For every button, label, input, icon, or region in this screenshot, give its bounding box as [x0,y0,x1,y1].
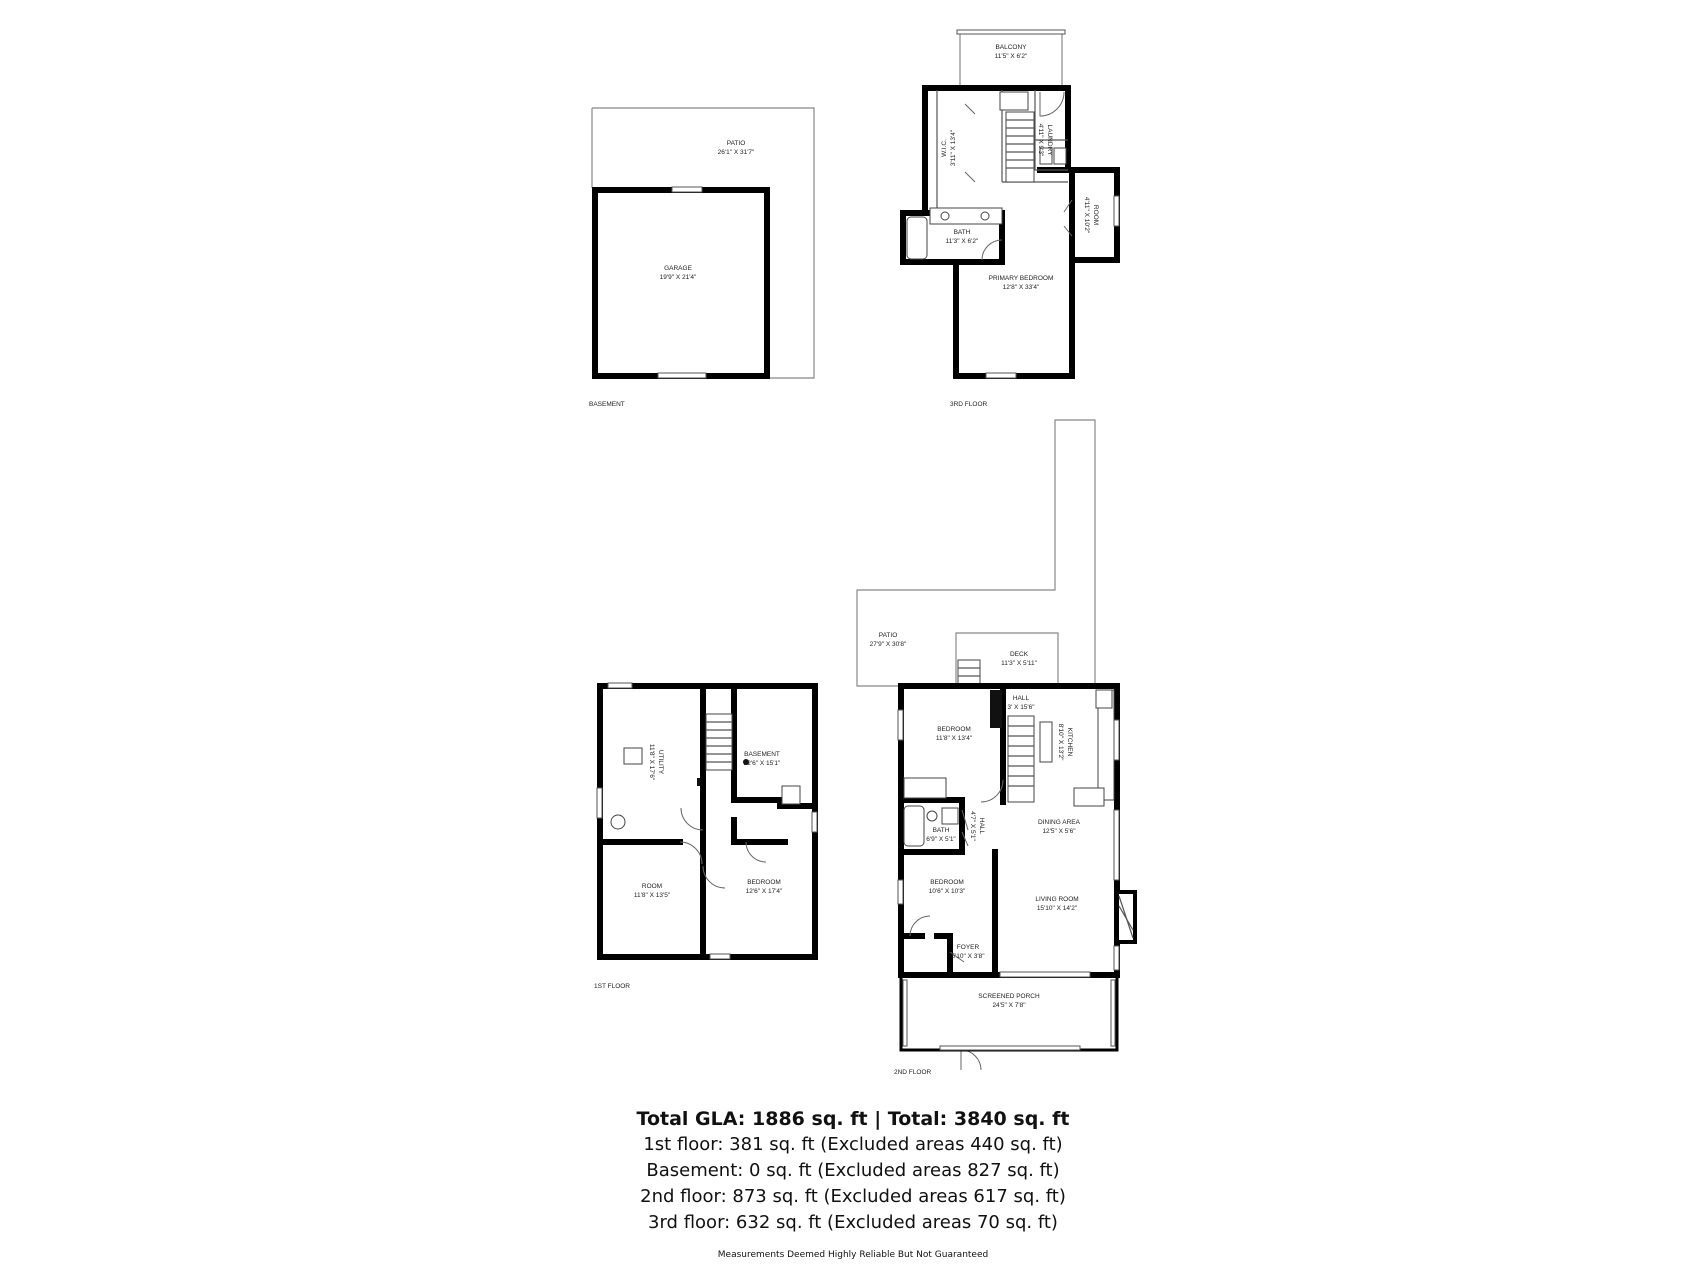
porch-walls [901,975,1117,1050]
third-floor-plan [903,30,1119,408]
window [1114,810,1119,880]
room-dims-balcony: 11'5" X 6'2" [994,53,1028,60]
room-label-3rd [1083,197,1099,234]
room-dims-patio-2nd: 27'9" X 30'8" [869,641,907,648]
room-dims-bath-2nd: 6'9" X 5'1" [926,836,956,843]
patio-outline [592,108,814,378]
room-name-utility: UTILITY [657,749,664,775]
room-name-kitchen: KITCHEN [1066,727,1073,757]
room-name-hall-lower: HALL [978,817,985,835]
summary-headline: Total GLA: 1886 sq. ft | Total: 3840 sq. ft [636,1108,1070,1130]
window [672,187,702,192]
wic-label [941,129,957,166]
room-name-bedroom-1st: BEDROOM [747,879,781,886]
room-name-primary-bedroom: PRIMARY BEDROOM [988,275,1054,282]
window [812,812,817,832]
second-floor-plan [857,420,1135,1076]
door [981,780,1003,802]
stairs-third [1000,92,1034,182]
room-name-laundry: LAUNDRY [1046,124,1053,156]
door [703,866,725,888]
window [898,880,903,904]
room-name-balcony: BALCONY [995,44,1027,51]
room-name-bedroom-lower: BEDROOM [930,879,964,886]
door [961,1050,981,1070]
door [680,842,702,864]
room-dims-bedroom-1st: 12'6" X 17'4" [745,888,783,895]
window [597,788,602,818]
room-dims-laundry: 4'11" X 9'3" [1037,123,1044,157]
room-name-deck: DECK [1009,651,1029,658]
closet [904,778,946,798]
room-name-hall-upper: HALL [1012,695,1030,702]
room-dims-patio: 26'1" X 31'7" [717,149,755,156]
utility-fixture [624,748,642,764]
room-dims-basement-room: 12'6" X 15'1" [743,760,781,767]
window [710,954,730,959]
hall-lower-label [969,811,985,841]
window [898,710,903,740]
room-dims-bedroom-lower: 10'6" X 10'3" [928,888,966,895]
floor-caption-second: 2ND FLOOR [894,1069,932,1076]
room-name-room-3rd: ROOM [1092,204,1099,226]
kitchen-label [1057,724,1073,761]
summary-line-basement: Basement: 0 sq. ft (Excluded areas 827 sq. ft) [646,1160,1060,1181]
room-dims-primary-bedroom: 12'8" X 33'4" [1002,284,1040,291]
disclaimer: Measurements Deemed Highly Reliable But Not Guaranteed [717,1250,989,1260]
floor-caption-basement: BASEMENT [589,401,625,408]
fridge [1096,690,1112,708]
toilet [927,811,937,821]
porch-screen [903,980,907,1046]
room-name-bath: BATH [953,229,971,236]
room-name-screened-porch: SCREENED PORCH [978,993,1040,1000]
sink [941,212,949,220]
porch-screen [940,1046,1080,1050]
room-dims-dining-area: 12'5" X 5'6" [1042,828,1076,835]
room-dims-bedroom-upper: 11'8" X 13'4" [935,735,973,742]
window [1000,972,1090,977]
porch-screen [1111,980,1115,1046]
summary-line-third-floor: 3rd floor: 632 sq. ft (Excluded areas 70 sq. ft) [648,1212,1058,1233]
window [1114,946,1119,970]
room-dims-room-3rd: 4'11" X 10'2" [1083,196,1090,234]
room-name-patio-2nd: PATIO [878,632,898,639]
deck-stairs [958,660,980,684]
utility-label [648,744,664,781]
balcony-rail [957,30,1065,34]
basement-fixture [782,786,800,804]
room-name-basement-room: BASEMENT [744,751,780,758]
door [965,104,975,182]
room-dims-screened-porch: 24'5" X 7'8" [992,1002,1026,1009]
window [1114,196,1119,226]
room-name-patio: PATIO [726,140,746,147]
basement-plan [589,108,814,408]
room-name-garage: GARAGE [664,265,692,272]
room-dims-room-1st: 11'8" X 13'5" [633,892,671,899]
stairs-second [1008,716,1034,802]
dryer [1054,148,1066,164]
floor-caption-third: 3RD FLOOR [950,401,988,408]
door [681,808,703,830]
post [697,778,700,786]
bath-sink [942,808,958,824]
bathtub-2nd [904,806,924,846]
room-name-wic: W.I.C. [941,139,948,157]
garage-walls [595,190,767,376]
room-dims-hall-lower: 4'7" X 5'1" [969,811,976,841]
window [986,373,1016,378]
room-dims-garage: 19'9" X 21'4" [659,274,697,281]
stairs-first [706,714,732,770]
floor-caption-first: 1ST FLOOR [594,983,631,990]
bathtub [907,217,927,259]
room-dims-kitchen: 8'10" X 13'2" [1057,723,1064,761]
window [658,373,706,378]
window [608,683,632,688]
room-name-dining-area: DINING AREA [1038,819,1080,826]
room-name-room-1st: ROOM [641,883,663,890]
room-dims-bath: 11'3" X 6'2" [945,238,979,245]
room-dims-wic: 3'11" X 13'4" [950,129,957,167]
summary-line-first-floor: 1st floor: 381 sq. ft (Excluded areas 440 sq. ft) [643,1134,1063,1155]
room-dims-deck: 11'3" X 5'11" [1001,660,1037,667]
room-name-bath-2nd: BATH [932,827,950,834]
room-name-foyer: FOYER [956,944,980,951]
window [1114,720,1119,760]
room-dims-hall-upper: 3' X 15'6" [1007,704,1035,711]
room-dims-utility: 11'8" X 17'6" [648,743,655,781]
door [1040,92,1064,116]
kitchen-island [1074,788,1104,806]
room-name-bedroom-upper: BEDROOM [937,726,971,733]
sink [981,212,989,220]
room-name-living-room: LIVING ROOM [1035,896,1079,903]
kitchen-range [1040,722,1052,762]
chimney-block [990,690,1002,728]
water-heater [611,815,625,829]
room-dims-living-room: 15'10" X 14'2" [1036,905,1078,912]
first-floor-plan [594,683,817,990]
room-dims-foyer: 5'10" X 3'8" [951,953,985,960]
summary-line-second-floor: 2nd floor: 873 sq. ft (Excluded areas 617 sq. ft) [640,1186,1066,1207]
balcony-outline [960,32,1062,88]
